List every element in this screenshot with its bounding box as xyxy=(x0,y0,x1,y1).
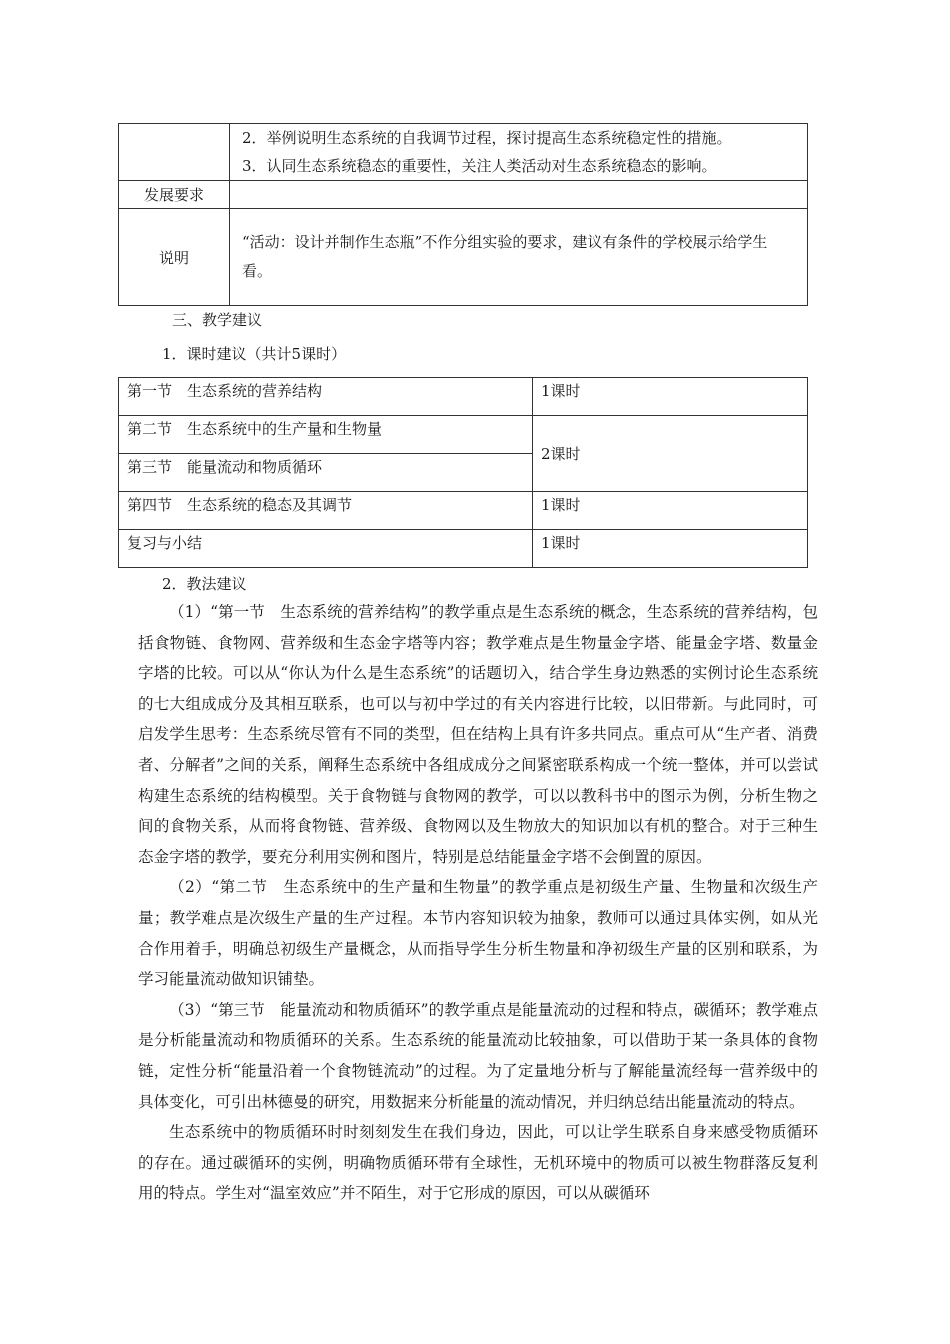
hours-cell: 1课时 xyxy=(533,492,808,530)
objective-item: 2．举例说明生态系统的自我调节过程，探讨提高生态系统稳定性的措施。 xyxy=(242,129,732,147)
section-cell: 复习与小结 xyxy=(119,530,533,568)
standards-table xyxy=(118,123,808,306)
paragraph: （2）“第二节 生态系统中的生产量和生物量”的教学重点是初级生产量、生物量和次级生产量；教学难点是次级生产量的生产过程。本节内容知识较为抽象，教师可以通过具体实例，如从光合作用着手，明确总初级生产量概念，从而指导学生分析生物量和净初级生产量的区别和联系，为学习能量流动做知识铺垫。 xyxy=(138,878,818,989)
subsection-heading: 2．教法建议 xyxy=(162,575,247,593)
objective-item: 3．认同生态系统稳态的重要性，关注人类活动对生态系统稳态的影响。 xyxy=(242,157,717,175)
paragraph: （3）“第三节 能量流动和物质循环”的教学重点是能量流动的过程和特点，碳循环；教学难点是分析能量流动和物质循环的关系。生态系统的能量流动比较抽象，可以借助于某一条具体的食物链，定性分析“能量沿着一个食物链流动”的过程。为了定量地分析与了解能量流经每一营养级中的具体变化，可引出林德曼的研究，用数据来分析能量的流动情况，并归纳总结出能量流动的特点。 xyxy=(138,1000,818,1111)
paragraph: 生态系统中的物质循环时时刻刻发生在我们身边，因此，可以让学生联系自身来感受物质循环的存在。通过碳循环的实例，明确物质循环带有全球性，无机环境中的物质可以被生物群落反复利用的特点。学生对“温室效应”并不陌生，对于它形成的原因，可以从碳循环 xyxy=(138,1123,818,1203)
section-cell: 第四节 生态系统的稳态及其调节 xyxy=(119,492,533,530)
section-heading: 三、教学建议 xyxy=(172,311,263,329)
section-cell: 第二节 生态系统中的生产量和生物量 xyxy=(119,416,533,454)
hours-cell: 2课时 xyxy=(533,416,808,492)
note-text: “活动：设计并制作生态瓶”不作分组实验的要求，建议有条件的学校展示给学生看。 xyxy=(230,209,808,306)
objectives-cell xyxy=(230,124,808,181)
development-value xyxy=(230,181,808,209)
subsection-heading: 1．课时建议（共计5课时） xyxy=(162,345,347,363)
development-label: 发展要求 xyxy=(119,181,230,209)
note-label: 说明 xyxy=(119,209,230,306)
paragraph: （1）“第一节 生态系统的营养结构”的教学重点是生态系统的概念，生态系统的营养结构，包括食物链、食物网、营养级和生态金字塔等内容；教学难点是生物量金字塔、能量金字塔、数量金字塔的比较。可以从“你认为什么是生态系统”的话题切入，结合学生身边熟悉的实例讨论生态系统的七大组成成分及其相互联系，也可以与初中学过的有关内容进行比较，以旧带新。与此同时，可启发学生思考：生态系统尽管有不同的类型，但在结构上具有许多共同点。重点可从“生产者、消费者、分解者”之间的关系，阐释生态系统中各组成成分之间紧密联系构成一个统一整体，并可以尝试构建生态系统的结构模型。关于食物链与食物网的教学，可以以教科书中的图示为例，分析生物之间的食物关系，从而将食物链、营养级、食物网以及生物放大的知识加以有机的整合。对于三种生态金字塔的教学，要充分利用实例和图片，特别是总结能量金字塔不会倒置的原因。 xyxy=(138,603,818,866)
teaching-method-text xyxy=(138,597,818,1209)
hours-cell: 1课时 xyxy=(533,530,808,568)
hours-table xyxy=(118,377,808,568)
section-cell: 第一节 生态系统的营养结构 xyxy=(119,378,533,416)
objectives-label-cell xyxy=(119,124,230,181)
hours-cell: 1课时 xyxy=(533,378,808,416)
section-cell: 第三节 能量流动和物质循环 xyxy=(119,454,533,492)
